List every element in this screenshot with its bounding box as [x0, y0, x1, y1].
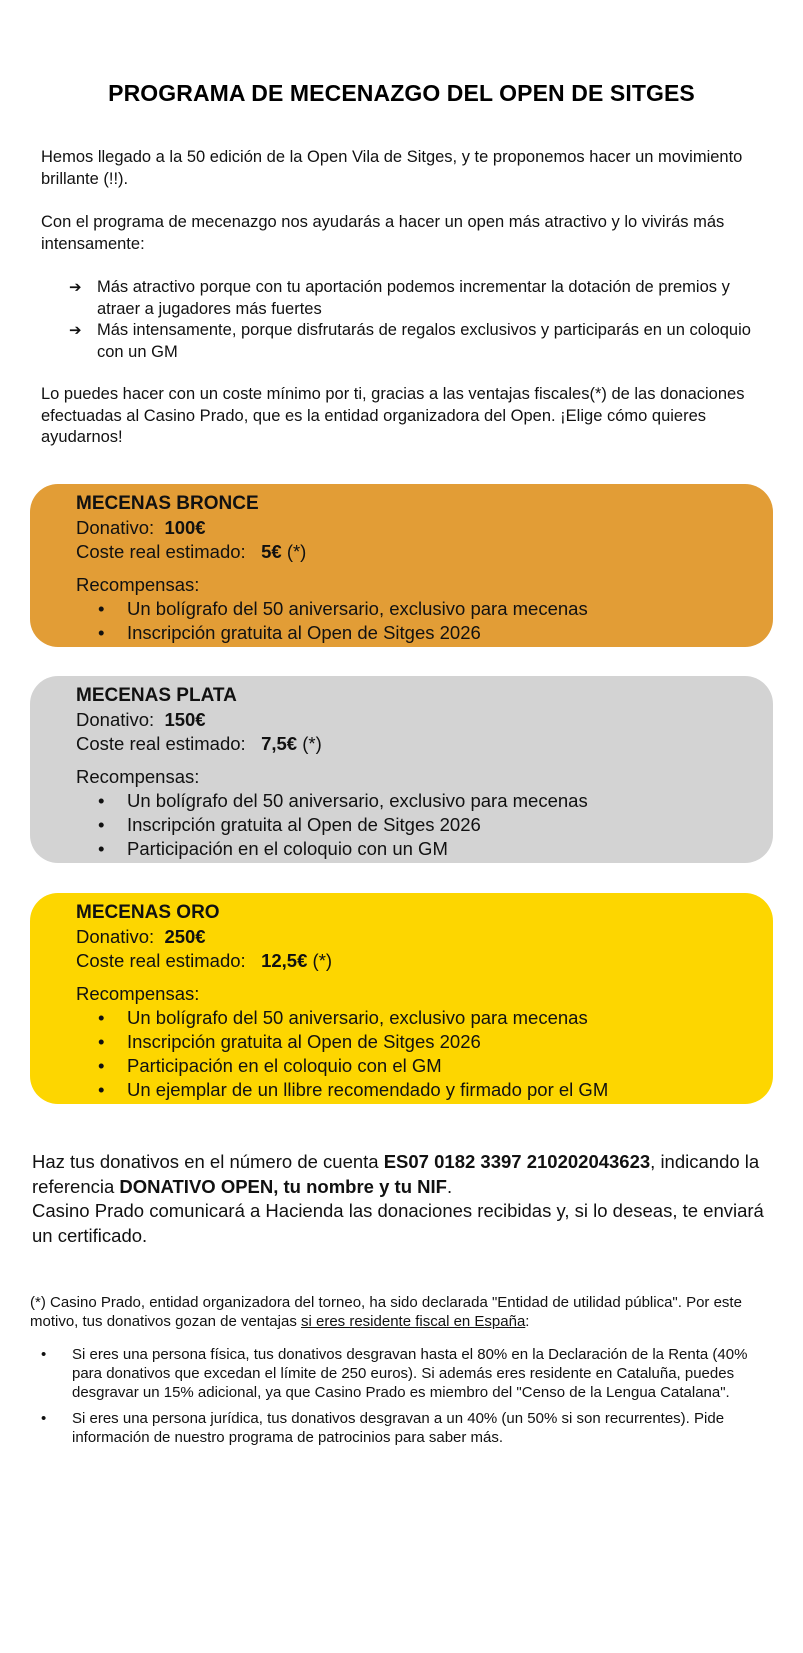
rewards-label: Recompensas: — [76, 574, 200, 595]
tier-real-cost — [76, 540, 773, 564]
real-cost-amount: 5€ — [261, 541, 282, 562]
benefit-text: Más atractivo porque con tu aportación podemos incrementar la dotación de premios y atraer a jugadores más fuertes — [97, 278, 730, 318]
rewards-list — [97, 1006, 773, 1102]
reward-item: • Participación en el coloquio con un GM — [97, 837, 773, 861]
footnote-text: (*) Casino Prado, entidad organizadora del torneo, ha sido declarada "Entidad de utilidad pública". Por este motivo, tus donativos gozan de ventajas — [30, 1294, 742, 1330]
donation-label: Donativo: — [76, 517, 155, 538]
asterisk-note: (*) — [286, 541, 307, 562]
benefit-item — [41, 277, 761, 320]
donation-amount: 250€ — [164, 926, 206, 947]
intro-paragraph-3: Lo puedes hacer con un coste mínimo por ti, gracias a las ventajas fiscales(*) de las donaciones efectuadas al Casino Prado, que es la entidad organizadora del Open. ¡Elige cómo quieres ayudarnos! — [41, 385, 745, 446]
tier-name: MECENAS ORO — [76, 902, 220, 923]
intro-paragraph-2: Con el programa de mecenazgo nos ayudarás a hacer un open más atractivo y lo vivirás más intensamente: — [41, 213, 725, 253]
tier-real-cost — [76, 949, 773, 973]
reward-item: • Inscripción gratuita al Open de Sitges 2026 — [97, 621, 773, 645]
tier-real-cost — [76, 732, 773, 756]
tax-benefit-item: • Si eres una persona física, tus donativos desgravan hasta el 80% en la Declaración de la Renta (40% para donativos que excedan el límite de 250 euros). Si además eres residente en Cataluña, puedes desgravar un 15% adicional, ya que Casino Prado es miembro del "Censo de la Lengua Catalana". — [30, 1345, 780, 1402]
page-title: PROGRAMA DE MECENAZGO DEL OPEN DE SITGES — [108, 80, 695, 106]
real-cost-label: Coste real estimado: — [76, 733, 246, 754]
bank-account-number: ES07 0182 3397 210202043623 — [383, 1151, 651, 1172]
asterisk-note: (*) — [312, 950, 333, 971]
donation-instructions — [32, 1150, 772, 1248]
reward-item: • Un bolígrafo del 50 aniversario, exclusivo para mecenas — [97, 597, 773, 621]
reward-item: • Un bolígrafo del 50 aniversario, exclusivo para mecenas — [97, 789, 773, 813]
reward-item: • Un bolígrafo del 50 aniversario, exclusivo para mecenas — [97, 1006, 773, 1030]
footnote-underlined: si eres residente fiscal en España — [301, 1313, 526, 1330]
donate-end: . — [446, 1175, 453, 1197]
rewards-label: Recompensas: — [76, 983, 200, 1004]
tax-benefit-item: • Si eres una persona jurídica, tus donativos desgravan a un 40% (un 50% si son recurrentes). Pide información de nuestro programa de patrocinios para saber más. — [30, 1409, 780, 1447]
tier-card-plata — [30, 676, 773, 863]
benefit-text: Más intensamente, porque disfrutarás de regalos exclusivos y participarás en un coloquio con un GM — [97, 321, 751, 361]
reward-item: • Un ejemplar de un llibre recomendado y firmado por el GM — [97, 1078, 773, 1102]
intro-paragraph-1: Hemos llegado a la 50 edición de la Open Vila de Sitges, y te proponemos hacer un movimiento brillante (!!). — [41, 148, 743, 188]
donation-amount: 100€ — [164, 517, 206, 538]
rewards-list — [97, 789, 773, 861]
donation-label: Donativo: — [76, 926, 155, 947]
footnote-colon: : — [525, 1313, 530, 1330]
reward-item: • Inscripción gratuita al Open de Sitges 2026 — [97, 1030, 773, 1054]
benefits-list — [41, 277, 761, 363]
rewards-label: Recompensas: — [76, 766, 200, 787]
arrow-right-icon: ➔ — [69, 322, 82, 339]
asterisk-note: (*) — [302, 733, 322, 754]
donation-label: Donativo: — [76, 709, 155, 730]
reward-item: • Participación en el coloquio con el GM — [97, 1054, 773, 1078]
reward-item: • Inscripción gratuita al Open de Sitges 2026 — [97, 813, 773, 837]
tier-name: MECENAS BRONCE — [76, 493, 259, 514]
tier-name: MECENAS PLATA — [76, 685, 237, 706]
certificate-note: Casino Prado comunicará a Hacienda las donaciones recibidas y, si lo deseas, te enviará un certificado. — [32, 1200, 764, 1246]
real-cost-amount: 12,5€ — [261, 950, 308, 971]
tier-card-bronze — [30, 484, 773, 647]
tier-card-oro — [30, 893, 773, 1104]
donate-mid: , indicando la referencia — [32, 1151, 760, 1197]
tier-donation — [76, 925, 773, 949]
tax-benefits-list — [30, 1345, 780, 1454]
donation-amount: 150€ — [164, 709, 206, 730]
tax-footnote — [30, 1293, 780, 1331]
arrow-right-icon: ➔ — [69, 279, 82, 296]
tier-donation — [76, 516, 773, 540]
real-cost-label: Coste real estimado: — [76, 950, 246, 971]
real-cost-amount: 7,5€ — [261, 733, 298, 754]
donate-intro: Haz tus donativos en el número de cuenta — [32, 1151, 384, 1172]
real-cost-label: Coste real estimado: — [76, 541, 246, 562]
donation-reference: DONATIVO OPEN, tu nombre y tu NIF — [119, 1175, 447, 1197]
tier-donation — [76, 708, 773, 732]
rewards-list — [97, 597, 773, 645]
benefit-item — [41, 320, 761, 363]
